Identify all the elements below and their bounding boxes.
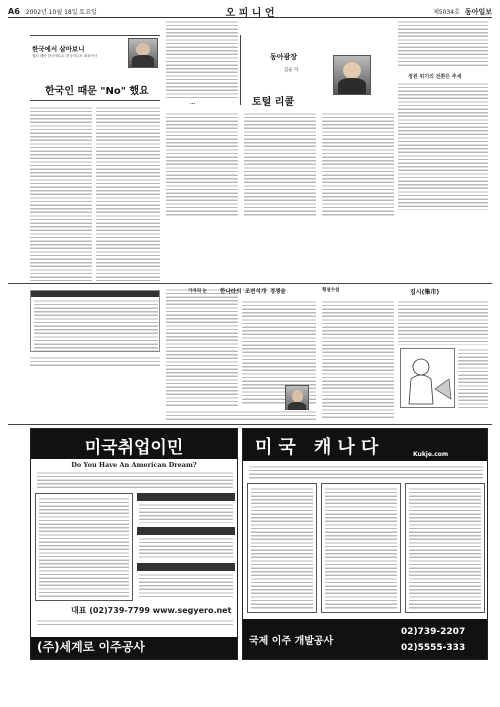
- ad-right-company: 국제 이주 개발공사: [249, 636, 334, 647]
- divider: [8, 283, 492, 284]
- ad-text: [37, 619, 233, 627]
- body-text: [166, 20, 238, 98]
- table-header: [31, 291, 159, 297]
- section-title: 오 피 니 언: [225, 8, 275, 19]
- ad-text: [249, 465, 483, 479]
- market-table: [30, 290, 160, 352]
- body-text: [458, 348, 488, 408]
- body-text: [398, 82, 488, 210]
- ad-left-company: (주)세계로 이주공사: [37, 640, 145, 654]
- body-text: [166, 288, 238, 408]
- body-text: [244, 112, 316, 217]
- column-headline: 집시(集市): [410, 289, 440, 296]
- body-text: [398, 300, 488, 345]
- body-text: [322, 112, 394, 217]
- feature-column-name: 동아광장: [270, 53, 298, 61]
- body-text: [96, 106, 160, 281]
- column-label: 횡설수설: [322, 288, 340, 293]
- paper-name: 동아일보: [464, 8, 492, 16]
- column-headline: 한나라의 '조변석개' 경쟁술: [220, 289, 286, 295]
- page-number: A6: [8, 7, 20, 16]
- ad-panel: [137, 493, 235, 601]
- ad-right[interactable]: [242, 428, 488, 660]
- table-body: [34, 299, 158, 351]
- body-text: [398, 20, 488, 68]
- ad-left-subtitle: Do You Have An American Dream?: [71, 461, 197, 469]
- right-subhead: 정원 위기의 전환은 추세: [408, 74, 462, 80]
- ad-panel: [321, 483, 401, 613]
- col1-headline: 한국인 때문 "No" 했요: [45, 86, 149, 97]
- ad-panel: [405, 483, 485, 613]
- header-date: 2002년 10월 18일 토요일: [25, 9, 97, 16]
- feature-headline: 토털 리콜: [252, 97, 295, 108]
- body-text: [166, 410, 316, 420]
- ad-right-phone-2: 02)5555-333: [401, 643, 466, 653]
- feature-author-photo: [333, 55, 371, 95]
- divider: [30, 35, 160, 36]
- page-header: [8, 4, 492, 18]
- body-text: [322, 300, 394, 418]
- ad-left-phone: 대표 (02)739-7799 www.segyero.net: [71, 606, 232, 615]
- ad-panel: [35, 493, 133, 601]
- cartoon: [400, 348, 455, 408]
- body-text: [30, 106, 92, 281]
- divider: [240, 35, 241, 105]
- divider: [30, 100, 160, 101]
- ad-right-phone-1: 02)739-2207: [401, 627, 466, 637]
- ad-right-title: 미국 캐나다: [255, 437, 385, 458]
- ad-text: [37, 471, 233, 489]
- divider: [8, 424, 492, 425]
- cartoon-illustration: [401, 349, 455, 408]
- header-right: [433, 7, 492, 17]
- column-label: 기자의 눈: [188, 289, 207, 294]
- series-label: 한국에서 살아보니: [32, 45, 85, 53]
- feature-author: 김순 덕: [284, 68, 299, 73]
- subhead: ...: [190, 101, 196, 106]
- body-text: [166, 112, 238, 217]
- issue-number: 제5034호: [433, 9, 460, 16]
- body-text: [30, 356, 160, 366]
- ad-panel: [247, 483, 317, 613]
- ad-right-url: Kukje.com: [413, 451, 449, 458]
- author-photo: [128, 38, 158, 68]
- ad-left[interactable]: [30, 428, 238, 660]
- author-line: 권터 레만 한국에토로 한국사무소 대표이사: [32, 54, 98, 58]
- ad-left-title: 미국취업이민: [84, 438, 184, 458]
